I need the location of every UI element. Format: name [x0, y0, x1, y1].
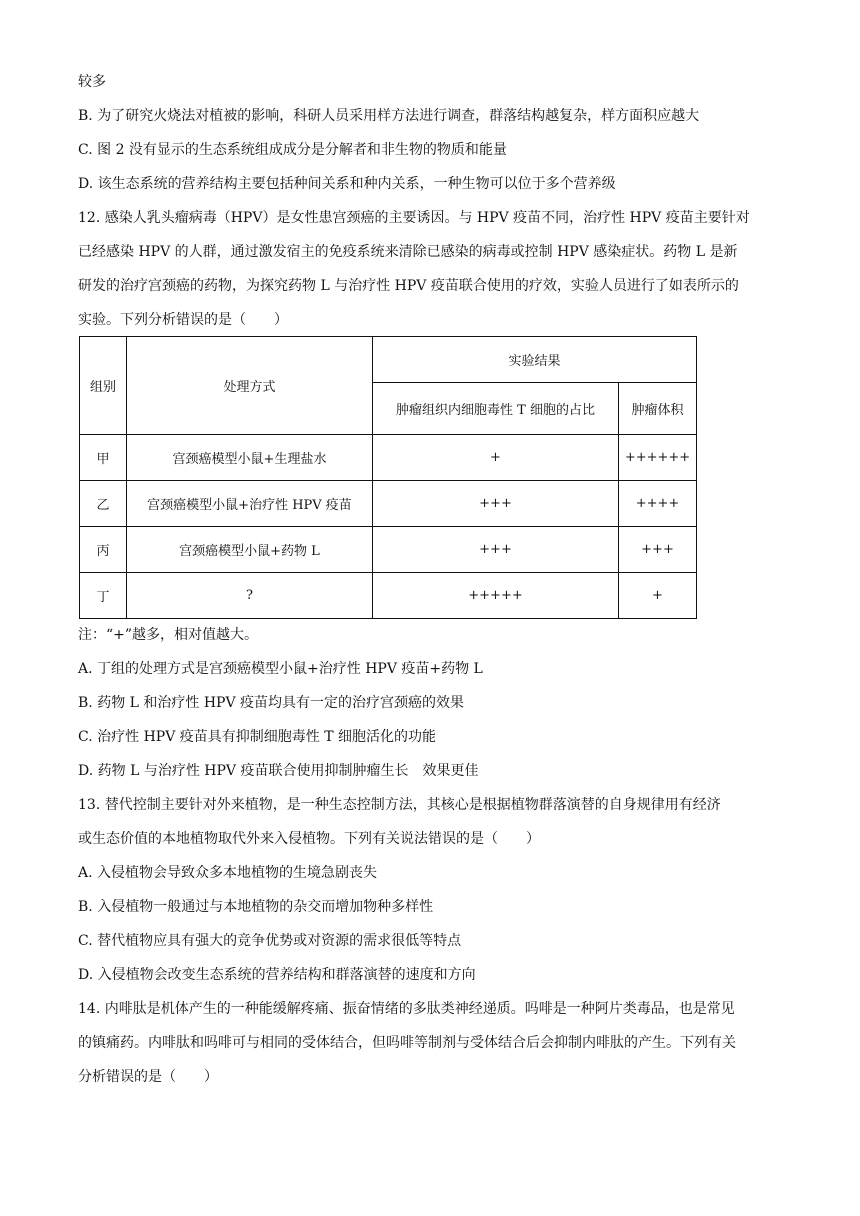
table-note: 注：“+”越多，相对值越大。: [78, 627, 259, 643]
group-cell: 丙: [80, 527, 127, 573]
experiment-table: [79, 336, 697, 619]
ratio-cell: +++++: [373, 573, 619, 619]
q12-option-b: B. 药物 L 和治疗性 HPV 疫苗均具有一定的治疗宫颈癌的效果: [78, 695, 465, 711]
volume-cell: ++++++: [619, 435, 697, 481]
volume-cell: ++++: [619, 481, 697, 527]
q12-option-a: A. 丁组的处理方式是宫颈癌模型小鼠+治疗性 HPV 疫苗+药物 L: [78, 661, 483, 677]
volume-cell: +++: [619, 527, 697, 573]
treatment-cell: 宫颈癌模型小鼠+药物 L: [127, 527, 373, 573]
q12-option-c: C. 治疗性 HPV 疫苗具有抑制细胞毒性 T 细胞活化的功能: [78, 729, 436, 745]
q11-option-b: B. 为了研究火烧法对植被的影响，科研人员采用样方法进行调查，群落结构越复杂，样方面积应越大: [78, 108, 700, 124]
treatment-cell: 宫颈癌模型小鼠+治疗性 HPV 疫苗: [127, 481, 373, 527]
q13-stem-line-1: 13. 替代控制主要针对外来植物，是一种生态控制方法，其核心是根据植物群落演替的自身规律用有经济: [78, 797, 721, 813]
q13-option-b: B. 入侵植物一般通过与本地植物的杂交而增加物种多样性: [78, 899, 434, 915]
q11-option-d: D. 该生态系统的营养结构主要包括种间关系和种内关系，一种生物可以位于多个营养级: [78, 176, 616, 192]
group-cell: 乙: [80, 481, 127, 527]
table-row: [80, 481, 697, 527]
q14-stem-line-1: 14. 内啡肽是机体产生的一种能缓解疼痛、振奋情绪的多肽类神经递质。吗啡是一种阿片类毒品，也是常见: [78, 1001, 735, 1017]
table-row: [80, 435, 697, 481]
q12-stem-line-1: 12. 感染人乳头瘤病毒（HPV）是女性患宫颈癌的主要诱因。与 HPV 疫苗不同，治疗性 HPV 疫苗主要针对: [78, 210, 750, 226]
table-header-row: [80, 337, 697, 383]
q12-stem-line-2: 已经感染 HPV 的人群，通过激发宿主的免疫系统来清除已感染的病毒或控制 HPV 感染症状。药物 L 是新: [78, 244, 738, 260]
treatment-cell: ?: [127, 573, 373, 619]
q12-stem-line-3: 研发的治疗宫颈癌的药物，为探究药物 L 与治疗性 HPV 疫苗联合使用的疗效，实验人员进行了如表所示的: [78, 278, 739, 294]
table-row: [80, 527, 697, 573]
q13-option-c: C. 替代植物应具有强大的竞争优势或对资源的需求很低等特点: [78, 933, 462, 949]
ratio-cell: +: [373, 435, 619, 481]
treatment-cell: 宫颈癌模型小鼠+生理盐水: [127, 435, 373, 481]
ratio-cell: +++: [373, 527, 619, 573]
header-result: 实验结果: [373, 337, 697, 383]
q14-stem-line-3: 分析错误的是（ ）: [78, 1069, 218, 1085]
header-t-cell-ratio: 肿瘤组织内细胞毒性 T 细胞的占比: [373, 383, 619, 435]
continuation-text: 较多: [78, 74, 106, 90]
header-group: 组别: [80, 337, 127, 435]
q13-stem-line-2: 或生态价值的本地植物取代外来入侵植物。下列有关说法错误的是（ ）: [78, 831, 540, 847]
table-row: [80, 573, 697, 619]
q14-stem-line-2: 的镇痛药。内啡肽和吗啡可与相同的受体结合，但吗啡等制剂与受体结合后会抑制内啡肽的产生。下列有关: [78, 1035, 736, 1051]
group-cell: 甲: [80, 435, 127, 481]
q13-option-d: D. 入侵植物会改变生态系统的营养结构和群落演替的速度和方向: [78, 967, 476, 983]
q13-option-a: A. 入侵植物会导致众多本地植物的生境急剧丧失: [78, 865, 378, 881]
group-cell: 丁: [80, 573, 127, 619]
volume-cell: +: [619, 573, 697, 619]
header-tumor-volume: 肿瘤体积: [619, 383, 697, 435]
header-treatment: 处理方式: [127, 337, 373, 435]
q11-option-c: C. 图 2 没有显示的生态系统组成成分是分解者和非生物的物质和能量: [78, 142, 507, 158]
q12-stem-line-4: 实验。下列分析错误的是（ ）: [78, 312, 288, 328]
q12-option-d: D. 药物 L 与治疗性 HPV 疫苗联合使用抑制肿瘤生长 效果更佳: [78, 763, 479, 779]
ratio-cell: +++: [373, 481, 619, 527]
